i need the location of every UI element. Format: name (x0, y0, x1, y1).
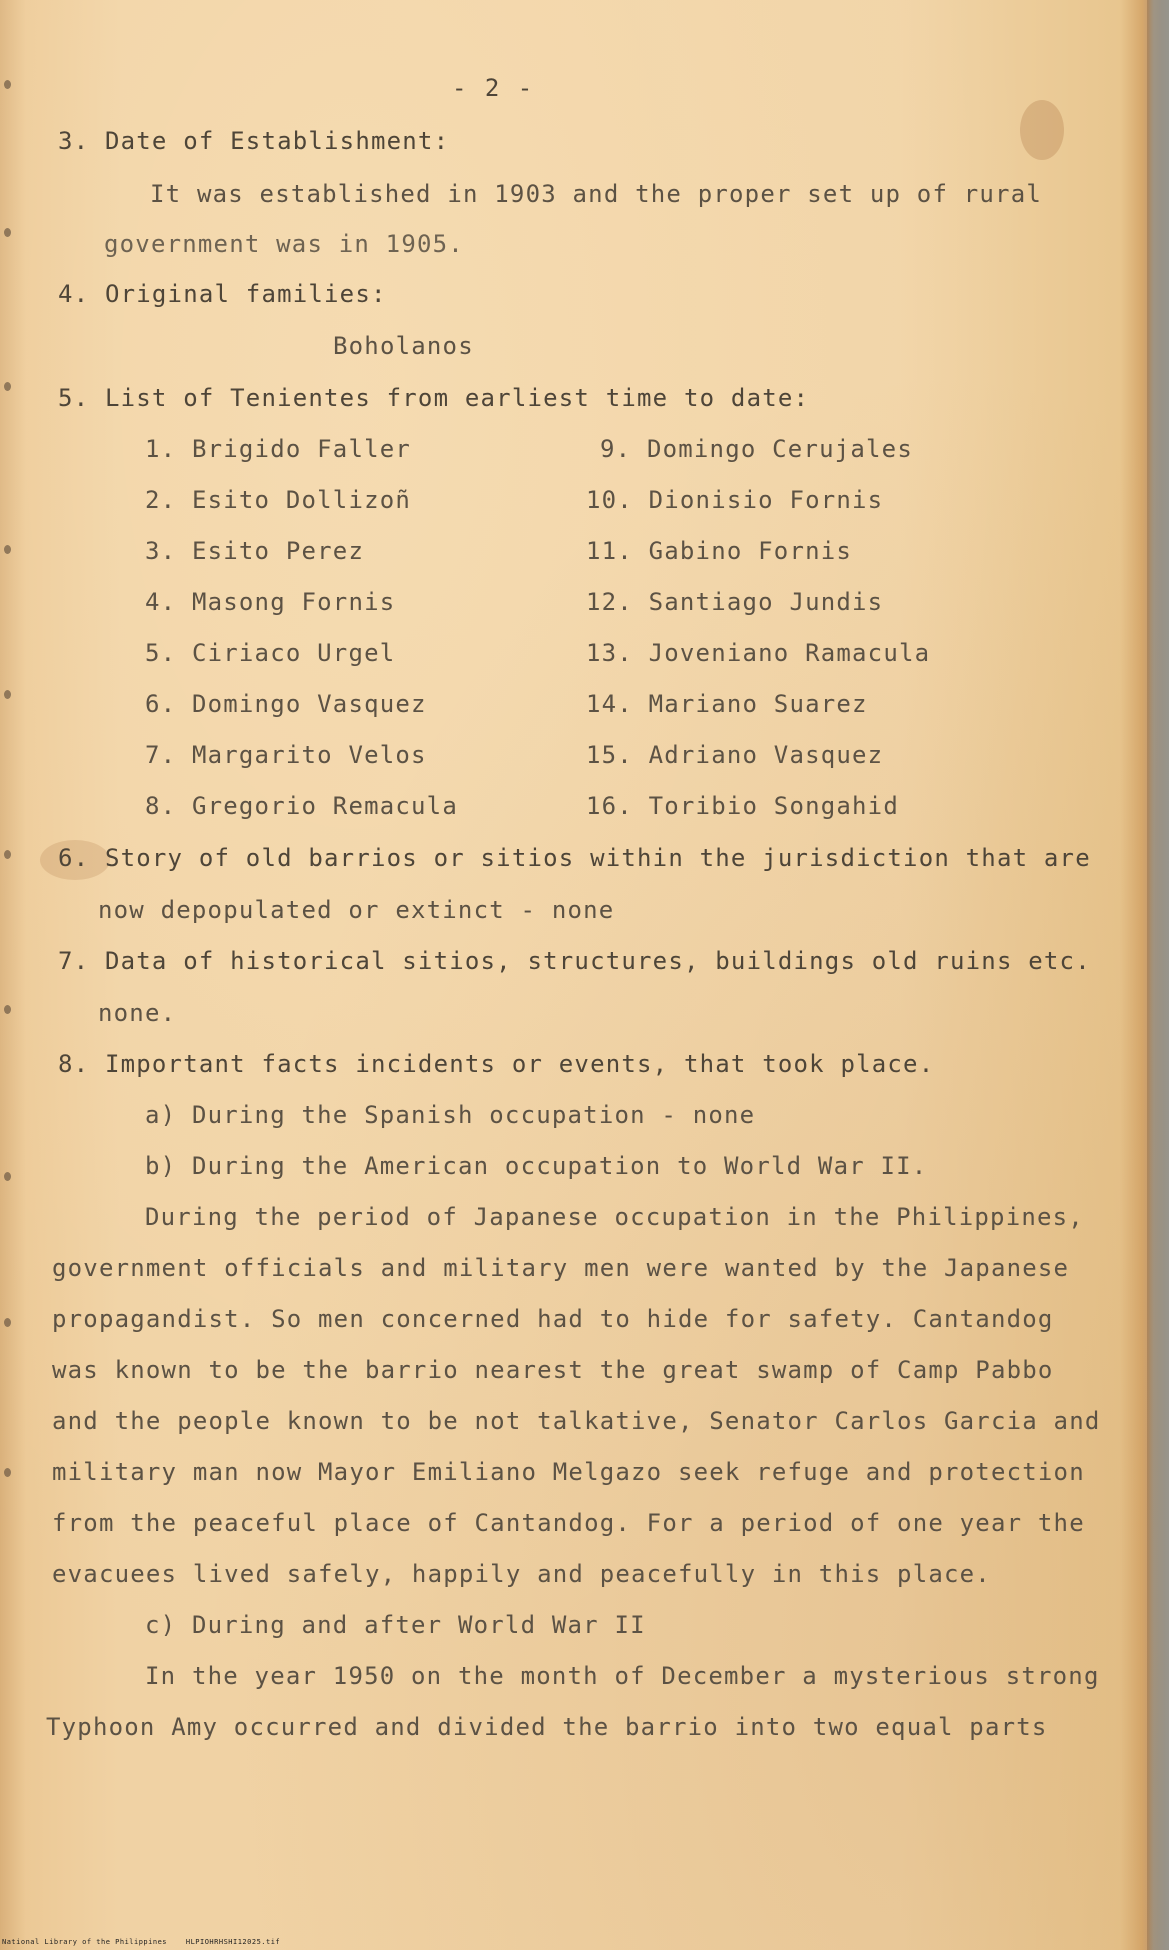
teniente-list-item: 2. Esito Dollizoñ (145, 486, 412, 514)
section-3-line: government was in 1905. (104, 230, 464, 258)
teniente-list-item: 6. Domingo Vasquez (145, 690, 427, 718)
section-8-subitem-a: a) During the Spanish occupation - none (145, 1101, 756, 1129)
section-4-heading: 4. Original families: (58, 280, 387, 308)
teniente-list-item: 15. Adriano Vasquez (586, 741, 884, 769)
paragraph-line: was known to be the barrio nearest the great swamp of Camp Pabbo (52, 1356, 1054, 1384)
binding-hole (4, 1005, 11, 1014)
section-7-line: none. (98, 999, 177, 1027)
page-number: - 2 - (452, 74, 535, 102)
section-8-heading: 8. Important facts incidents or events, that took place. (58, 1050, 935, 1078)
page-edge-shadow (1147, 0, 1169, 1950)
teniente-list-item: 12. Santiago Jundis (586, 588, 884, 616)
binding-hole (4, 80, 11, 89)
teniente-list-item: 4. Masong Fornis (145, 588, 396, 616)
binding-hole (4, 850, 11, 859)
teniente-list-item: 8. Gregorio Remacula (145, 792, 458, 820)
section-3-line: It was established in 1903 and the proper set up of rural (150, 180, 1043, 208)
binding-hole (4, 1172, 11, 1181)
paragraph-line: During the period of Japanese occupation in the Philippines, (145, 1203, 1084, 1231)
paragraph-line: from the peaceful place of Cantandog. For a period of one year the (52, 1509, 1085, 1537)
section-3-heading: 3. Date of Establishment: (58, 127, 450, 155)
teniente-list-item: 9. Domingo Cerujales (600, 435, 913, 463)
section-8-subitem-b: b) During the American occupation to World War II. (145, 1152, 928, 1180)
paragraph-line: propagandist. So men concerned had to hide for safety. Cantandog (52, 1305, 1054, 1333)
teniente-list-item: 7. Margarito Velos (145, 741, 427, 769)
archive-footer: National Library of the Philippines HLPIOHRHSHI12025.tif (2, 1938, 281, 1946)
paragraph-line: Typhoon Amy occurred and divided the barrio into two equal parts (46, 1713, 1048, 1741)
teniente-list-item: 14. Mariano Suarez (586, 690, 868, 718)
teniente-list-item: 3. Esito Perez (145, 537, 365, 565)
binding-hole (4, 1318, 11, 1327)
paragraph-line: military man now Mayor Emiliano Melgazo seek refuge and protection (52, 1458, 1085, 1486)
original-families-value: Boholanos (333, 332, 474, 360)
section-5-heading: 5. List of Tenientes from earliest time to date: (58, 384, 810, 412)
binding-hole (4, 545, 11, 554)
section-8-subitem-c: c) During and after World War II (145, 1611, 646, 1639)
section-7-heading: 7. Data of historical sitios, structures, buildings old ruins etc. (58, 947, 1091, 975)
teniente-list-item: 1. Brigido Faller (145, 435, 412, 463)
paragraph-line: evacuees lived safely, happily and peacefully in this place. (52, 1560, 991, 1588)
section-6-heading: 6. Story of old barrios or sitios within the jurisdiction that are (58, 844, 1091, 872)
paragraph-line: In the year 1950 on the month of December a mysterious strong (145, 1662, 1100, 1690)
section-6-line: now depopulated or extinct - none (98, 896, 615, 924)
binding-hole (4, 1468, 11, 1477)
binding-hole (4, 382, 11, 391)
paragraph-line: and the people known to be not talkative, Senator Carlos Garcia and (52, 1407, 1101, 1435)
paper-stain (1020, 100, 1064, 160)
teniente-list-item: 16. Toribio Songahid (586, 792, 899, 820)
binding-hole (4, 690, 11, 699)
teniente-list-item: 5. Ciriaco Urgel (145, 639, 396, 667)
teniente-list-item: 11. Gabino Fornis (586, 537, 853, 565)
binding-hole (4, 228, 11, 237)
teniente-list-item: 13. Joveniano Ramacula (586, 639, 931, 667)
teniente-list-item: 10. Dionisio Fornis (586, 486, 884, 514)
paragraph-line: government officials and military men were wanted by the Japanese (52, 1254, 1070, 1282)
